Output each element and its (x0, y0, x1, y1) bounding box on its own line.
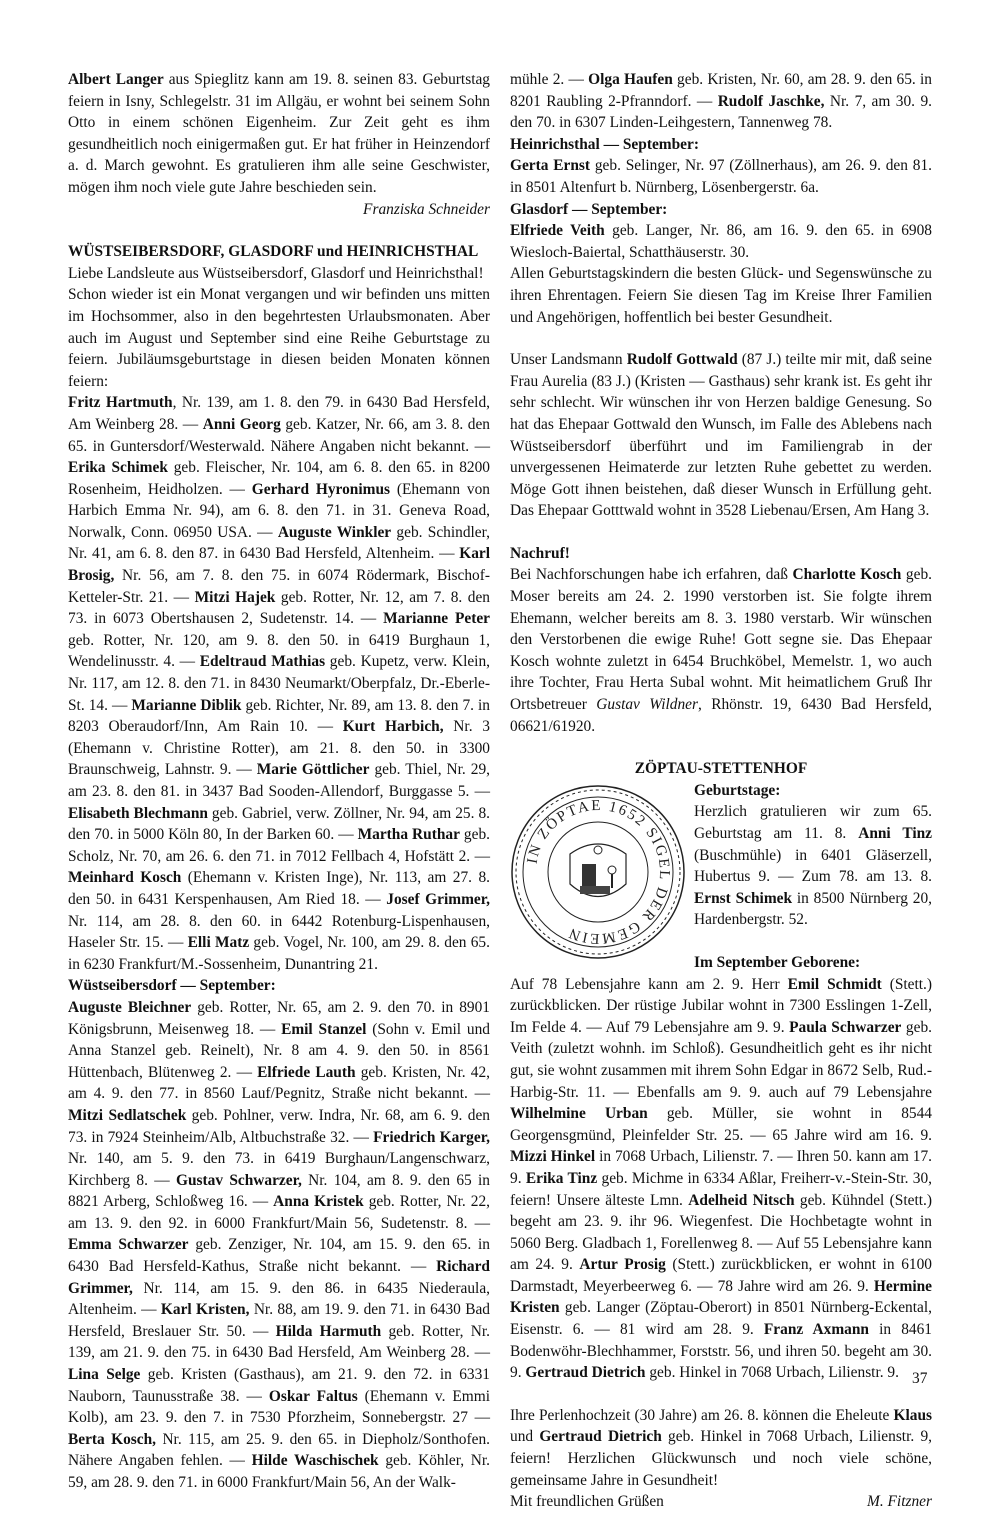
text-run: (Stett.) zurückblicken. Der rüstige Jubilar wohnt in 7300 Esslingen 1-Zell, Im Felde 4. — Auf 79 Lebensjahre am 9. 9. (510, 975, 933, 1036)
person-name: Friedrich Karger, (373, 1128, 490, 1146)
person-name: Karl Kristen, (160, 1301, 250, 1319)
text-run: Nr. 115, am 25. 9. den 65. in Diepholz/Sonthofen. Nähere Angaben fehlen. — (68, 1430, 490, 1470)
text-run: Nr. 140, am 5. 9. den 73. in 6419 Burghaun/Langenschwarz, Kirchberg 8. — (68, 1150, 490, 1189)
person-name: Meinhard Kosch (68, 869, 182, 887)
text-run: geb. Thiel, Nr. 29, am 23. 8. den 81. in 3437 Bad Sooden-Allendorf, Burggasse 5. — (68, 761, 490, 800)
person-name: Adelheid Nitsch (688, 1191, 795, 1209)
text-run: geb. Rotter, Nr. 120, am 9. 8. den 50. in 6419 Burghaun 1, Wendelinusstr. 4. — (68, 631, 490, 671)
text-run: geb. Rotter, Nr. 139, am 21. 9. den 75. in 6430 Bad Hersfeld, Am Weinberg 28. — (68, 1322, 490, 1362)
text-run: geb. Moser bereits am 24. 2. 1990 verstorben ist. Sie folgte ihrem Ehemann, welcher bereits am 8. 3. 1980 verstarb. Wir wünschen den Verstorbenen die ewige Ruhe! Gott segne sie. Das Ehepaar Kosch wohnte zuletzt in 6454 Bruchköbel, Memelstr. 1, wo auch ihre Tochter, Frau Herta Subal wohnt. Mit heimatlichem Gruß Ihr Ortsbetreuer (510, 566, 932, 714)
section-heading (68, 975, 490, 997)
person-name: Wüstseibersdorf — September: (68, 977, 276, 995)
person-name: Hilda Harmuth (275, 1322, 382, 1340)
person-name: Josef Grimmer, (386, 890, 490, 908)
text-run: (Ehemann v. Kristen Inge), Nr. 113, am 27. 8. den 50. in 6431 Kerspenhausen, Am Ried 18. — (68, 869, 491, 908)
text-run: Allen Geburtstagskindern die besten Glück- und Segenswünsche zu ihren Ehrentagen. Feiern Sie diesen Tag im Kreise Ihrer Familien und Angehörigen, hoffentlich bei bester Gesundheit. (510, 265, 932, 326)
person-name: Anni Georg (202, 415, 281, 433)
paragraph (510, 564, 932, 737)
person-name: Im September Geborene: (694, 953, 861, 971)
text-run: geb. Michme in 6334 Aßlar, Freiherr-v.-Stein-Str. 30, feiern! Unsere älteste Lmn. (510, 1169, 933, 1209)
paragraph (68, 997, 490, 1494)
text-run: geb. Vogel, Nr. 100, am 29. 8. den 65. in 6230 Frankfurt/M.-Sossenheim, Dunantring 21. (68, 934, 490, 973)
text-run: geb. Fleischer, Nr. 104, am 6. 8. den 65. in 8200 Rosenheim, Heidholzen. — (68, 459, 491, 498)
person-name: Ernst Schimek (694, 889, 793, 907)
paragraph (510, 220, 932, 263)
text-run: Liebe Landsleute aus Wüstseibersdorf, Glasdorf und Heinrichsthal! (68, 264, 484, 282)
right-top-section (510, 69, 932, 737)
person-name: Emma Schwarzer (68, 1236, 189, 1254)
person-name: Gertraud Dietrich (525, 1364, 646, 1382)
text-run: Nr. 88, am 19. 9. den 71. in 6430 Bad Hersfeld, Breslauer Str. 50. — (68, 1301, 490, 1340)
person-name: Mizzi Hinkel (510, 1148, 596, 1166)
person-name: Mitzi Hajek (194, 588, 276, 606)
text-run: Ihre Perlenhochzeit (30 Jahre) am 26. 8. können die Eheleute (510, 1406, 894, 1424)
text-run: geb. Zenziger, Nr. 104, am 15. 9. den 65. in 6430 Bad Hersfeld-Kathus, Straße nicht bekannt. — (68, 1236, 490, 1276)
text-run: mühle 2. — (510, 71, 589, 88)
person-name: Paula Schwarzer (789, 1018, 902, 1036)
zoeptau-section (510, 780, 932, 1513)
text-run: geb. Rotter, Nr. 65, am 2. 9. den 70. in 8901 Königsbrunn, Meisenweg 18. — (68, 998, 491, 1038)
person-name: Oskar Faltus (268, 1387, 358, 1405)
page-number: 37 (912, 1370, 928, 1387)
paragraph (510, 974, 932, 1384)
text-run: Nr. 7, am 30. 9. den 70. in 6307 Linden-Leihgestern, Tannenweg 78. (510, 92, 933, 132)
person-name: Rudolf Jaschke, (717, 92, 825, 110)
person-name: Fritz Hartmuth (68, 394, 173, 412)
text-run: geb. Veith (zuletzt wohnh. im Schloß). Gesundheitlich geht es ihr nicht gut, sie wohnt zusammen mit ihrem Sohn Edgar in 8672 Selb, Rud.-Harbig-Str. 11. — Ebenfalls am 9. 9. auch auf 79 Lebensjahre (510, 1018, 932, 1101)
person-name: Albert Langer (68, 71, 164, 88)
section-heading (510, 134, 932, 156)
text-run: Auf 78 Lebensjahre kann am 2. 9. Herr (510, 975, 788, 993)
paragraph (510, 69, 932, 134)
italic-name: Franziska Schneider (363, 200, 490, 218)
person-name: Edeltraud Mathias (199, 653, 326, 671)
paragraph (510, 263, 932, 328)
person-name: Emil Stanzel (281, 1020, 367, 1038)
person-name: Richard Grimmer, (68, 1258, 490, 1297)
person-name: Berta Kosch, (68, 1430, 157, 1448)
text-run: geb. Kristen, Nr. 60, am 28. 9. den 65. in 8201 Raubling 2-Pfranndorf. — (510, 71, 932, 110)
person-name: Charlotte Kosch (792, 566, 902, 584)
person-name: Marianne Peter (383, 610, 491, 628)
paragraph (68, 392, 490, 975)
text-run: geb. Richter, Nr. 89, am 13. 8. den 7. in 8203 Oberaudorf/Inn, Am Rain 10. — (68, 696, 491, 736)
person-name: Emil Schmidt (787, 975, 882, 993)
person-name: Marie Göttlicher (256, 761, 370, 779)
person-name: Rudolf Gottwald (626, 351, 738, 369)
person-name: Karl Brosig, (68, 545, 490, 585)
paragraph (510, 1405, 932, 1491)
person-name: Geburtstage: (694, 781, 781, 799)
person-name: Gerta Ernst (510, 157, 591, 175)
text-run: geb. Köhler, Nr. 59, am 28. 9. den 71. in 6000 Frankfurt/Main 56, An der Walk- (68, 1452, 490, 1491)
section-heading-zoeptau: ZÖPTAU-STETTENHOF (634, 760, 808, 778)
text-run: geb. Selinger, Nr. 97 (Zöllnerhaus), am 26. 9. den 81. in 8501 Altenfurt b. Nürnberg, Lösenbergerstr. 6a. (510, 157, 932, 196)
paragraph (510, 349, 932, 522)
person-name: Anna Kristek (273, 1193, 364, 1211)
text-run: geb. Schindler, Nr. 41, am 6. 8. den 87. in 6430 Bad Hersfeld, Altenheim. — (68, 523, 490, 563)
closing-greeting: Mit freundlichen Grüßen (510, 1493, 664, 1511)
text-run: geb. Kühndel (Stett.) begeht am 23. 9. ihr 96. Wiegenfest. Die Hochbetagte wohnt in 5060 Berg. Gladbach 1, Forellenweg 8. — Auf 55 Lebensjahre kann am 24. 9. (510, 1191, 932, 1274)
text-run: Nr. 3 (Ehemann v. Christine Rotter), am 21. 8. den 50. in 3300 Braunschweig, Lahnstr. 9. — (68, 718, 490, 779)
left-column (68, 69, 490, 1494)
person-name: Mitzi Sedlatschek (68, 1106, 187, 1124)
text-run: geb. Rotter, Nr. 12, am 7. 8. den 73. in 6073 Obertshausen 2, Sudetenstr. 14. — (68, 588, 490, 628)
person-name: Erika Schimek (68, 459, 168, 477)
section-heading (510, 543, 932, 565)
person-name: Nachruf! (510, 544, 570, 562)
person-name: Elfriede Veith (510, 222, 605, 240)
text-run: Herzlich gratulieren wir zum 65. Geburtstag am 11. 8. (694, 803, 932, 842)
closing-line (510, 1491, 932, 1513)
author-signature (68, 199, 490, 221)
text-run: (Stett.) zurückblicken, er wohnt in 6100 Darmstadt, Meyerbeerweg 6. — 78 Jahre wird am 26. 9. (510, 1256, 932, 1295)
text-run: geb. Langer, Nr. 86, am 16. 9. den 65. in 6908 Wiesloch-Baiertal, Schatthäuserstr. 30. (510, 222, 932, 261)
text-run: geb. Müller, sie wohnt in 8544 Georgensgmünd, Pleinfelder Str. 25. — 65 Jahre wird am 16. 9. (510, 1105, 932, 1144)
person-name: Franz Axmann (763, 1321, 869, 1339)
text-run: Bei Nachforschungen habe ich erfahren, daß (510, 566, 793, 584)
right-column (510, 69, 932, 1513)
text-run: , Nr. 139, am 1. 8. den 79. in 6430 Bad Hersfeld, Am Weinberg 28. — (68, 394, 490, 433)
text-run: Nr. 104, am 8. 9. den 65 in 8821 Arberg, Schloßweg 16. — (68, 1171, 490, 1211)
person-name: Lina Selge (68, 1366, 141, 1384)
text-run: geb. Rotter, Nr. 22, am 13. 9. den 92. in 6000 Frankfurt/Main 56, Sudetenstr. 8. — (68, 1193, 490, 1232)
text-run: geb. Pohlner, verw. Indra, Nr. 68, am 6. 9. den 73. in 7924 Steinheim/Alb, Altbuchstraße 32. — (68, 1106, 490, 1146)
text-run: geb. Hinkel in 7068 Urbach, Lilienstr. 9, feiern! Herzlichen Glückwunsch und noch viele schöne, gemeinsame Jahre in Gesundheit! (510, 1428, 932, 1489)
section-heading (68, 241, 490, 263)
person-name: Martha Ruthar (357, 826, 460, 844)
person-name: Gerhard Hyronimus (251, 480, 391, 498)
text-run: (Ehemann v. Emmi Kolb), am 23. 9. den 7. in 7530 Pforzheim, Sonnebergstr. 27 — (68, 1387, 491, 1427)
text-run: geb. Langer (Zöptau-Oberort) in 8501 Nürnberg-Eckental, Eisenstr. 6. — 81 wird am 28. 9. (510, 1299, 932, 1339)
text-run: geb. Kristen (Gasthaus), am 21. 9. den 72. in 6331 Nauborn, Taunusstraße 38. — (68, 1366, 491, 1405)
person-name: WÜSTSEIBERSDORF, GLASDORF und HEINRICHSTHAL (68, 243, 479, 261)
person-name: Auguste Winkler (277, 523, 392, 541)
paragraph (68, 69, 490, 199)
author-signature: M. Fitzner (867, 1493, 932, 1511)
text-run: in 8500 Nürnberg 20, Hardenbergstr. 52. (694, 889, 932, 929)
paragraph (68, 263, 490, 285)
municipal-seal-image (510, 784, 686, 960)
text-run: (Buschmühle) in 6401 Gläserzell, Hubertus 9. — Zum 78. am 13. 8. (694, 846, 932, 886)
person-name: Elfriede Lauth (257, 1063, 356, 1081)
text-run: in 7068 Urbach, Lilienstr. 7. — Ihren 50. kann am 17. 9. (510, 1148, 933, 1187)
person-name: Marianne Diblik (131, 696, 242, 714)
person-name: Hermine Kristen (510, 1277, 932, 1317)
person-name: Gertraud Dietrich (539, 1428, 662, 1446)
person-name: Hilde Waschischek (251, 1452, 379, 1470)
text-run: Schon wieder ist ein Monat vergangen und wir befinden uns mitten im Hochsommer, also in den begehrtesten Urlaubsmonaten. Aber auch im August und September sind eine Reihe Geburtstage zu feiern. Jubiläumsgeburtstage in diesen beiden Monaten können feiern: (68, 286, 490, 390)
italic-name: Gustav Wildner (596, 696, 698, 714)
text-run: Nr. 114, am 28. 8. den 60. in 6442 Rotenburg-Lispenhausen, Haseler Str. 15. — (68, 912, 490, 952)
text-run: , Rhönstr. 19, 6430 Bad Hersfeld, 06621/61920. (510, 696, 933, 735)
text-run: geb. Scholz, Nr. 70, am 26. 6. den 71. in 7012 Fellbach 4, Hofstätt 2. — (68, 826, 490, 865)
person-name: Erika Tinz (525, 1169, 598, 1187)
person-name: Heinrichsthal — September: (510, 135, 699, 153)
text-run: geb. Kristen, Nr. 42, am 4. 9. den 77. in 8560 Lauf/Pegnitz, Straße nicht bekannt. — (68, 1063, 490, 1103)
text-run: Nr. 114, am 15. 9. den 86. in 6435 Niederaula, Altenheim. — (68, 1279, 490, 1319)
text-run: geb. Kupetz, verw. Klein, Nr. 117, am 12. 8. den 71. in 8430 Neumarkt/Oberpfalz, Dr.-Eberle-St. 14. — (68, 653, 490, 714)
text-run: Nr. 56, am 7. 8. den 75. in 6074 Rödermark, Bischof-Ketteler-Str. 21. — (68, 567, 490, 606)
person-name: Elli Matz (187, 934, 250, 952)
paragraph (510, 155, 932, 198)
text-run: und (510, 1428, 540, 1446)
text-run: in 8461 Bodenwöhr-Blechhammer, Forststr. 56, und ihren 50. begeht am 30. 9. (510, 1321, 933, 1382)
person-name: Olga Haufen (588, 71, 673, 88)
text-run: Unser Landsmann (510, 351, 627, 369)
paragraph (68, 284, 490, 392)
person-name: Auguste Bleichner (68, 998, 192, 1016)
svg-text:IN ZÖPTAE 1652 SIGEL DER GEMEI: IN ZÖPTAE 1652 SIGEL DER GEMEIN (524, 797, 673, 947)
person-name: Kurt Harbich, (342, 718, 444, 736)
text-run: geb. Gabriel, verw. Zöllner, Nr. 94, am 25. 8. den 70. in 5000 Köln 80, In der Barken 60. — (68, 804, 490, 844)
person-name: Wilhelmine Urban (510, 1105, 648, 1123)
person-name: Elisabeth Blechmann (68, 804, 208, 822)
person-name: Glasdorf — September: (510, 200, 668, 218)
person-name: Klaus (893, 1406, 932, 1424)
text-run: geb. Hinkel in 7068 Urbach, Lilienstr. 9. (645, 1364, 899, 1382)
text-run: geb. Katzer, Nr. 66, am 3. 8. den 65. in Guntersdorf/Westerwald. Nähere Angaben nicht bekannt. — (68, 415, 490, 455)
text-run: (Sohn v. Emil und Anna Stanzel geb. Reinelt), Nr. 8 am 4. 9. den 50. in 8561 Hüttenbach, Blütenweg 2. — (68, 1020, 490, 1081)
person-name: Gustav Schwarzer, (175, 1171, 302, 1189)
text-run: (Ehemann von Harbich Emma Nr. 94), am 6. 8. den 71. in 31. Geneva Road, Norwalk, Conn. 06950 USA. — (68, 480, 491, 541)
text-run: aus Spieglitz kann am 19. 8. seinen 83. Geburtstag feiern in Isny, Schlegelstr. 31 im Allgäu, er wohnt bei seinem Sohn Otto in einem schönen Eigenheim. Zur Zeit geht es ihm gesundheitlich noch einigermaßen gut. Er hat früher in Heinzendorf a. d. March gewohnt. Es gratulieren ihm alle seine Geschwister, mögen ihm noch viele gute Jahre beschieden sein. (68, 71, 490, 196)
text-run: (87 J.) teilte mir mit, daß seine Frau Aurelia (83 J.) (Kristen — Gasthaus) sehr krank ist. Es geht ihr sehr schlecht. Wir wünschen ihr von Herzen baldige Genesung. So hat das Ehepaar Gottwald den Wunsch, im Falle des Ablebens nach Wüstseibersdorf überführt und im Familiengrab in der unvergessenen Heimaterde zur letzten Ruhe gebettet zu werden. Möge Gott ihnen beistehen, daß dieser Wunsch in Erfüllung geht. Das Ehepaar Gotttwald wohnt in 3528 Liebenau/Ersen, Am Hang 3. (510, 351, 932, 520)
person-name: Anni Tinz (858, 825, 933, 842)
person-name: Artur Prosig (579, 1256, 666, 1274)
section-heading (510, 199, 932, 221)
